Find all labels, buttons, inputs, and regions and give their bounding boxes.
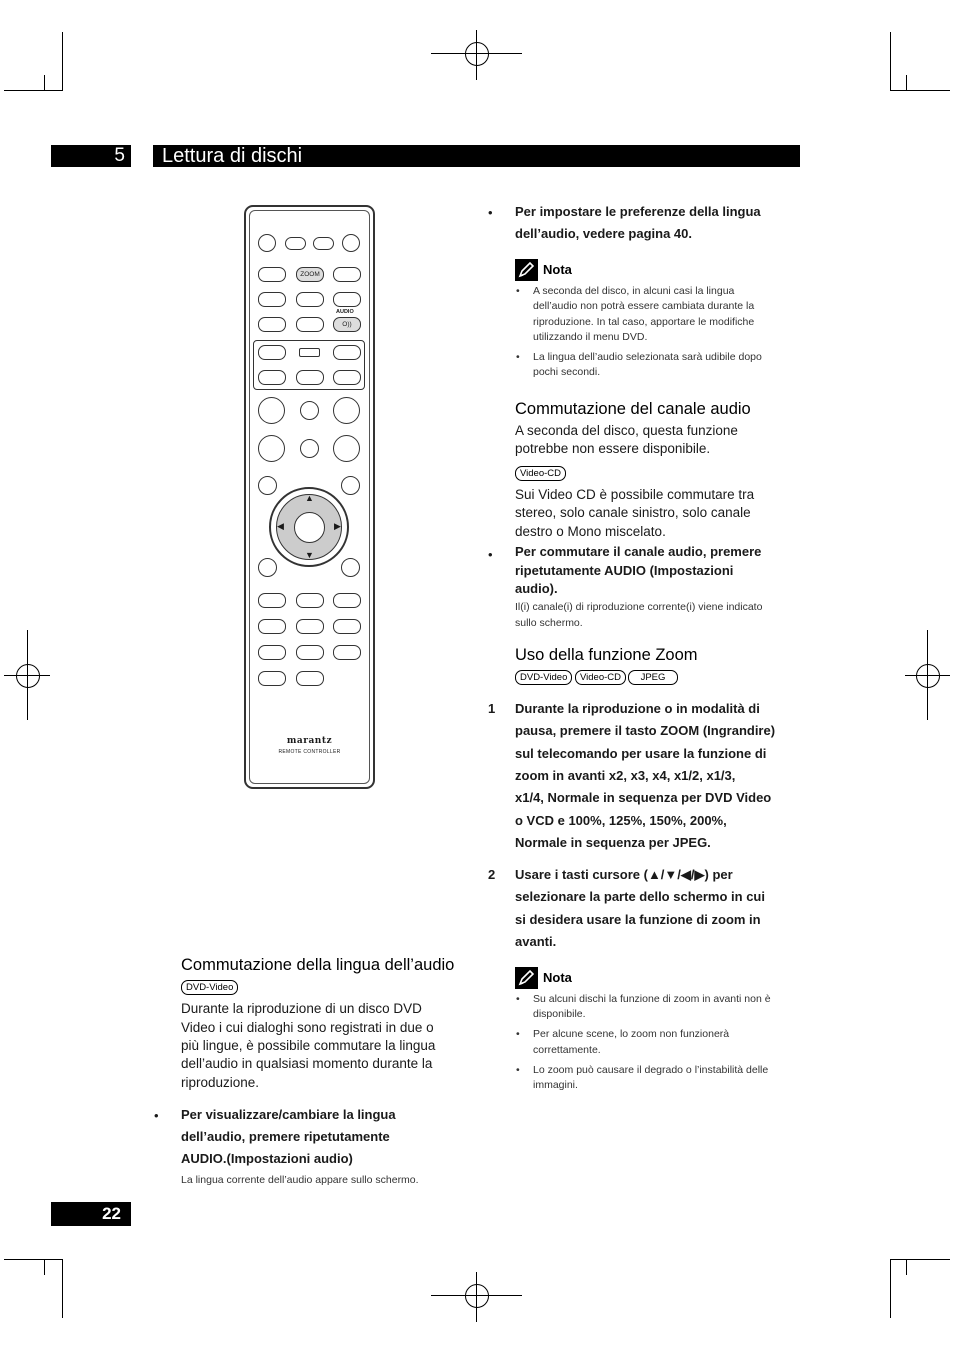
arrow-up-icon: ▲ bbox=[305, 493, 314, 503]
chapter-number: 5 bbox=[51, 145, 131, 167]
video-cd-badge: Video-CD bbox=[575, 670, 626, 685]
arrow-right-icon: ▶ bbox=[334, 521, 341, 531]
audio-language-note: La lingua corrente dell’audio appare sullo schermo. bbox=[181, 1174, 419, 1186]
note-label: Nota bbox=[543, 970, 572, 985]
note-pencil-icon bbox=[515, 259, 538, 281]
step-1-number: 1 bbox=[488, 701, 496, 716]
zoom-button: ZOOM bbox=[296, 267, 324, 282]
audio-button: O)) bbox=[333, 317, 361, 332]
zoom-heading: Uso della funzione Zoom bbox=[515, 646, 698, 664]
bullet-marker: • bbox=[488, 547, 493, 562]
remote-brand-logo: marantz bbox=[286, 736, 333, 746]
arrow-down-icon: ▼ bbox=[305, 550, 314, 560]
dvd-video-badge: DVD-Video bbox=[515, 670, 572, 685]
note-label: Nota bbox=[543, 262, 572, 277]
step-2-number: 2 bbox=[488, 867, 496, 882]
remote-brand-subtitle: REMOTE CONTROLLER bbox=[278, 749, 341, 755]
dvd-video-badge: DVD-Video bbox=[181, 980, 238, 995]
jpeg-badge: JPEG bbox=[628, 670, 678, 685]
chapter-title: Lettura di dischi bbox=[153, 145, 800, 167]
bullet-marker: • bbox=[488, 205, 493, 220]
page-number: 22 bbox=[51, 1202, 131, 1226]
audio-channel-heading: Commutazione del canale audio bbox=[515, 400, 751, 418]
audio-language-heading: Commutazione della lingua dell’audio bbox=[181, 956, 455, 974]
bullet-marker: • bbox=[154, 1108, 159, 1123]
note-pencil-icon bbox=[515, 967, 538, 989]
audio-button-label: AUDIO bbox=[336, 309, 354, 315]
arrow-left-icon: ◀ bbox=[277, 521, 284, 531]
video-cd-badge: Video-CD bbox=[515, 466, 566, 481]
